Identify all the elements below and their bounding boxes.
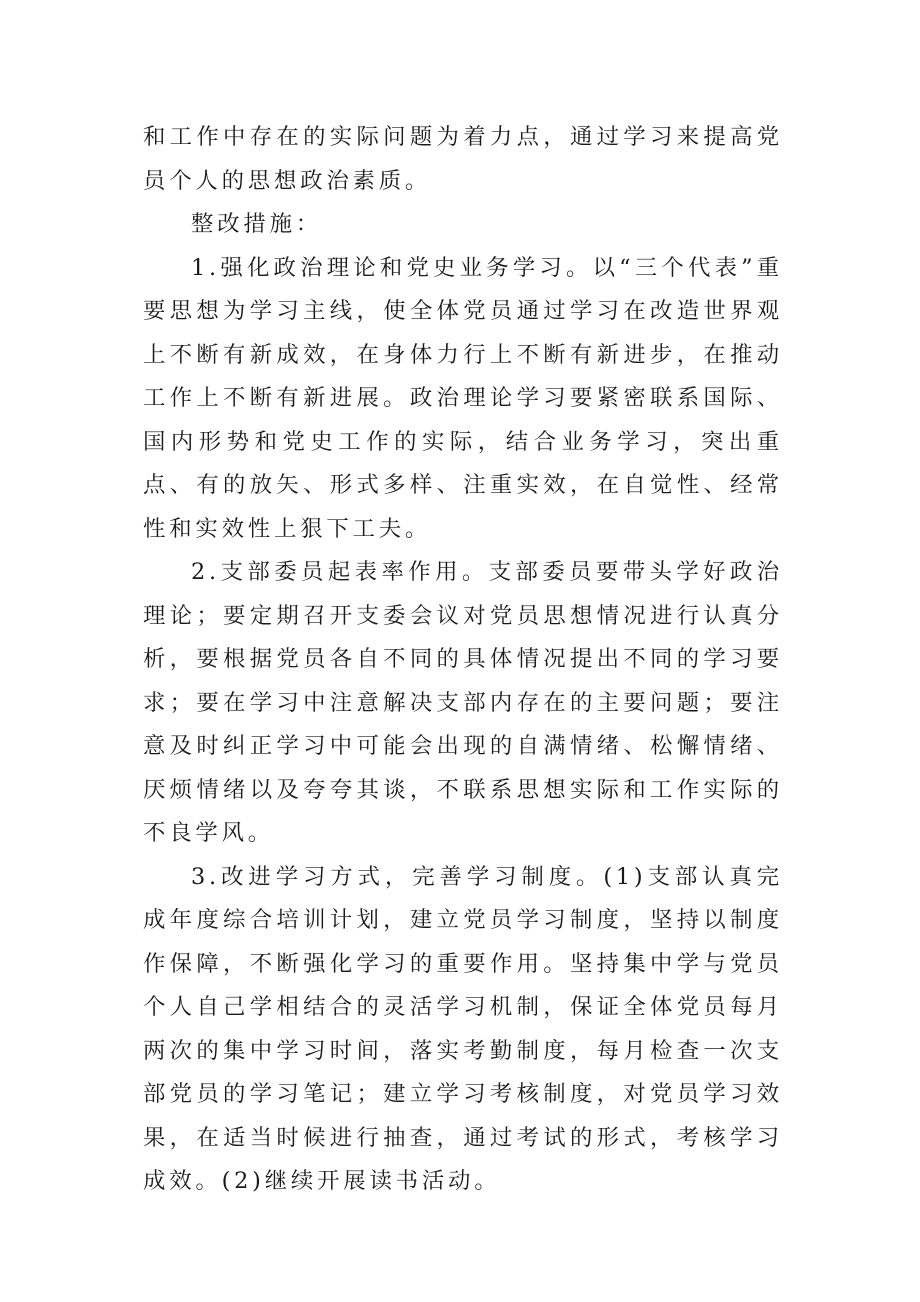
paragraph-heading-measures: 整改措施： <box>191 211 322 237</box>
paragraph-measure-2: 2.支部委员起表率作用。支部委员要带头学好政治理论；要定期召开支委会议对党员思想情况进行认真分析，要根据党员各自不同的具体情况提出不同的学习要求；要在学习中注意解决支部内存在的主要问题；要注意及时纠正学习中可能会出现的自满情绪、松懈情绪、厌烦情绪以及夸夸其谈，不联系思想实际和工作实际的不良学风。 <box>143 559 783 846</box>
document-body <box>143 116 783 1204</box>
paragraph-measure-3: 3.改进学习方式，完善学习制度。(1)支部认真完成年度综合培训计划，建立党员学习制度，坚持以制度作保障，不断强化学习的重要作用。坚持集中学与党员个人自己学相结合的灵活学习机制，保证全体党员每月两次的集中学习时间，落实考勤制度，每月检查一次支部党员的学习笔记；建立学习考核制度，对党员学习效果，在适当时候进行抽查，通过考试的形式，考核学习成效。(2)继续开展读书活动。 <box>143 863 783 1194</box>
paragraph-measure-1: 1.强化政治理论和党史业务学习。以“三个代表”重要思想为学习主线，使全体党员通过学习在改造世界观上不断有新成效，在身体力行上不断有新进步，在推动工作上不断有新进展。政治理论学习要紧密联系国际、国内形势和党史工作的实际，结合业务学习，突出重点、有的放矢、形式多样、注重实效，在自觉性、经常性和实效性上狠下工夫。 <box>143 254 783 542</box>
paragraph-continuation: 和工作中存在的实际问题为着力点，通过学习来提高党员个人的思想政治素质。 <box>143 124 783 194</box>
